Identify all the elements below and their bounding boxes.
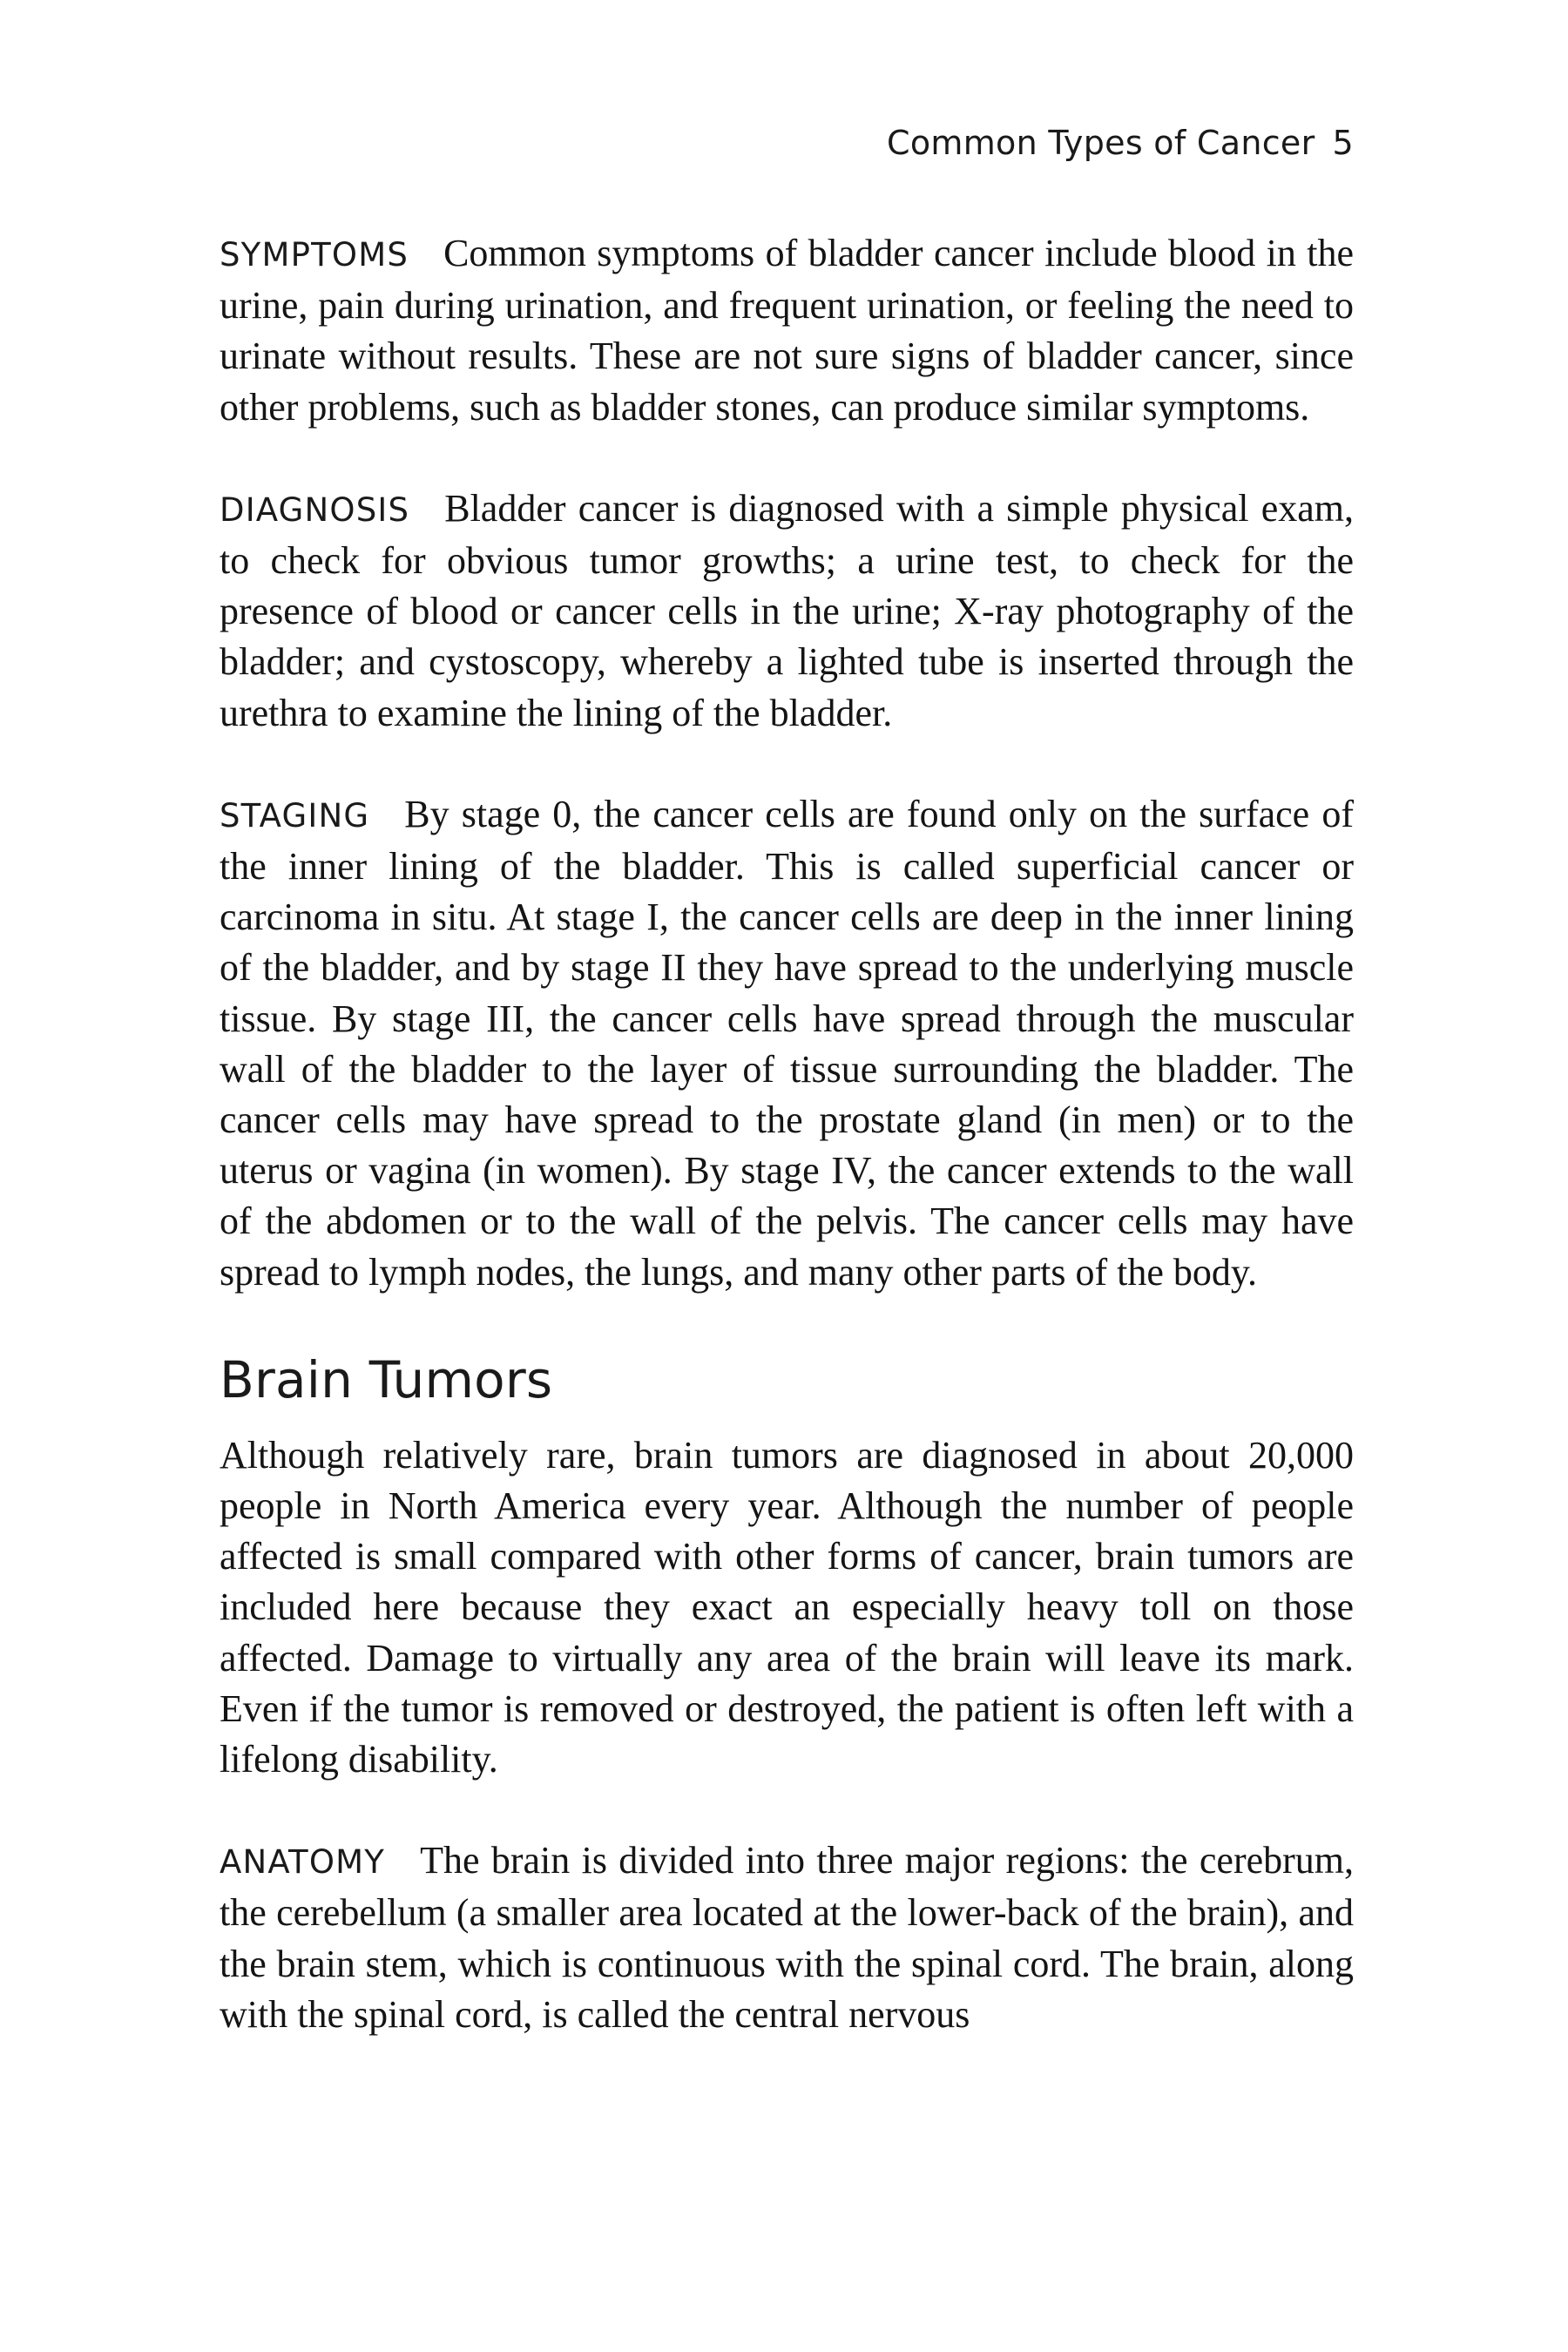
book-page — [220, 0, 1354, 2352]
diagnosis-paragraph — [220, 483, 1354, 739]
anatomy-label: ANATOMY — [220, 1843, 386, 1882]
symptoms-label: SYMPTOMS — [220, 236, 409, 274]
symptoms-paragraph — [220, 228, 1354, 433]
staging-label: STAGING — [220, 796, 370, 835]
anatomy-text: The brain is divided into three major regions: the cerebrum, the cerebellum (a smaller area located at the lower-back of the brain), and the brain stem, which is continuous with the spinal cord. The brain, along with the spinal cord, is called the central nervous — [220, 1839, 1354, 2036]
diagnosis-text: Bladder cancer is diagnosed with a simple physical exam, to check for obvious tumor growths; a urine test, to check for the presence of blood or cancer cells in the urine; X-ray photography of the bladder; and cystoscopy, whereby a lighted tube is inserted through the urethra to examine the lining of the bladder. — [220, 486, 1354, 734]
page-number: 5 — [1332, 124, 1354, 162]
body-text — [220, 228, 1354, 2091]
brain-tumors-intro-paragraph: Although relatively rare, brain tumors are diagnosed in about 20,000 people in North America every year. Although the number of people affected is small compared with other forms of cancer, brain tumors are included here because they exact an especially heavy toll on those affected. Damage to virtually any area of the brain will leave its mark. Even if the tumor is removed or destroyed, the patient is often left with a lifelong disability. — [220, 1433, 1354, 1781]
staging-paragraph — [220, 789, 1354, 1298]
staging-text: By stage 0, the cancer cells are found only on the surface of the inner lining of the bladder. This is called superficial cancer or carcinoma in situ. At stage I, the cancer cells are deep in the inner lining of the bladder, and by stage II they have spread to the underlying muscle tissue. By stage III, the cancer cells have spread through the muscular wall of the bladder to the layer of tissue surrounding the bladder. The cancer cells may have spread to the prostate gland (in men) or to the uterus or vagina (in women). By stage IV, the cancer extends to the wall of the abdomen or to the wall of the pelvis. The cancer cells may have spread to lymph nodes, the lungs, and many other parts of the body. — [220, 792, 1354, 1294]
running-head-title: Common Types of Cancer — [887, 124, 1315, 162]
diagnosis-label: DIAGNOSIS — [220, 490, 410, 529]
anatomy-paragraph — [220, 1835, 1354, 2040]
symptoms-text: Common symptoms of bladder cancer include blood in the urine, pain during urination, and frequent urination, or feeling the need to urinate without results. These are not sure signs of bladder cancer, since other problems, such as bladder stones, can produce similar symptoms. — [220, 232, 1354, 429]
running-head — [887, 124, 1354, 162]
section-heading: Brain Tumors — [220, 1349, 553, 1409]
